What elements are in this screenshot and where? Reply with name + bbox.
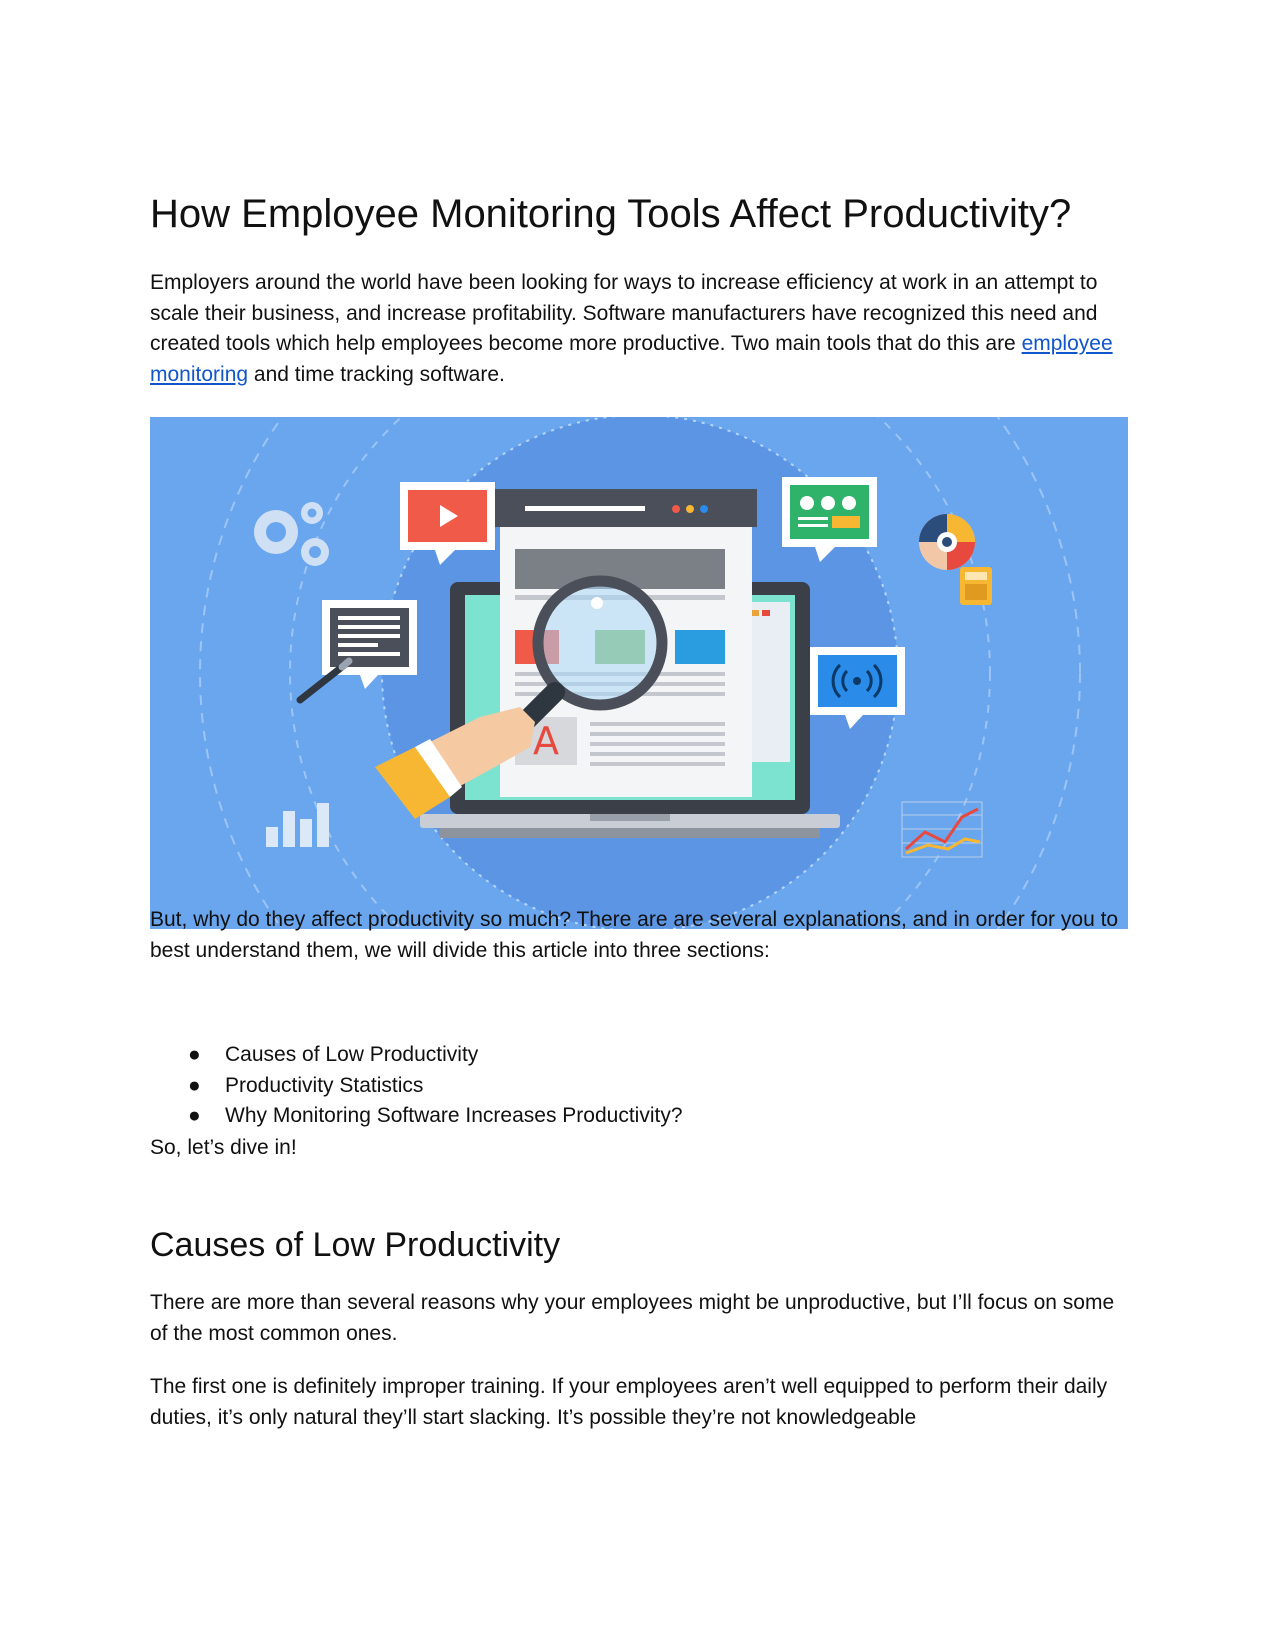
sections-list [150,1040,683,1132]
intro-text-before: Employers around the world have been looking for ways to increase efficiency at work in an attempt to scale their business, and increase profitability. Software manufacturers have recognized this need and created tools which help employees become more productive. Two main tools that do this are [150,271,1098,355]
section-paragraph-2: The first one is definitely improper training. If your employees aren’t well equipped to perform their daily duties, it’s only natural they’ll start slacking. It’s possible they’re not knowledgeable [150,1375,1108,1429]
bullet-marker: ● [188,1043,201,1066]
why-paragraph: But, why do they affect productivity so much? There are are several explanations, and in order for you to best understand them, we will divide this article into three sections: [150,908,1119,962]
bar-chart-icon [266,803,329,847]
list-item [150,1101,683,1132]
dive-in-text: So, let’s dive in! [150,1136,297,1159]
intro-text-after: and time tracking software. [248,362,505,386]
list-item [150,1040,683,1071]
page-title: How Employee Monitoring Tools Affect Productivity? [150,192,1072,236]
list-item [150,1071,683,1102]
section-heading: Causes of Low Productivity [150,1226,561,1264]
list-item-label: Why Monitoring Software Increases Productivity? [225,1104,683,1127]
list-item-label: Productivity Statistics [225,1073,424,1097]
bullet-marker: ● [188,1073,201,1097]
pie-chart-icon [919,514,975,570]
section-paragraph-1: There are more than several reasons why your employees might be unproductive, but I’ll focus on some of the most common ones. [150,1291,1115,1345]
gears-icon [254,502,329,566]
intro-paragraph [150,268,1130,390]
hero-illustration [150,417,1128,929]
bullet-marker: ● [188,1104,201,1127]
calculator-icon [960,567,992,605]
badge-letter: A [533,719,559,763]
list-item-label: Causes of Low Productivity [225,1043,479,1066]
employee-monitoring-link[interactable]: employee monitoring [150,332,1113,386]
line-chart-icon [902,802,982,857]
